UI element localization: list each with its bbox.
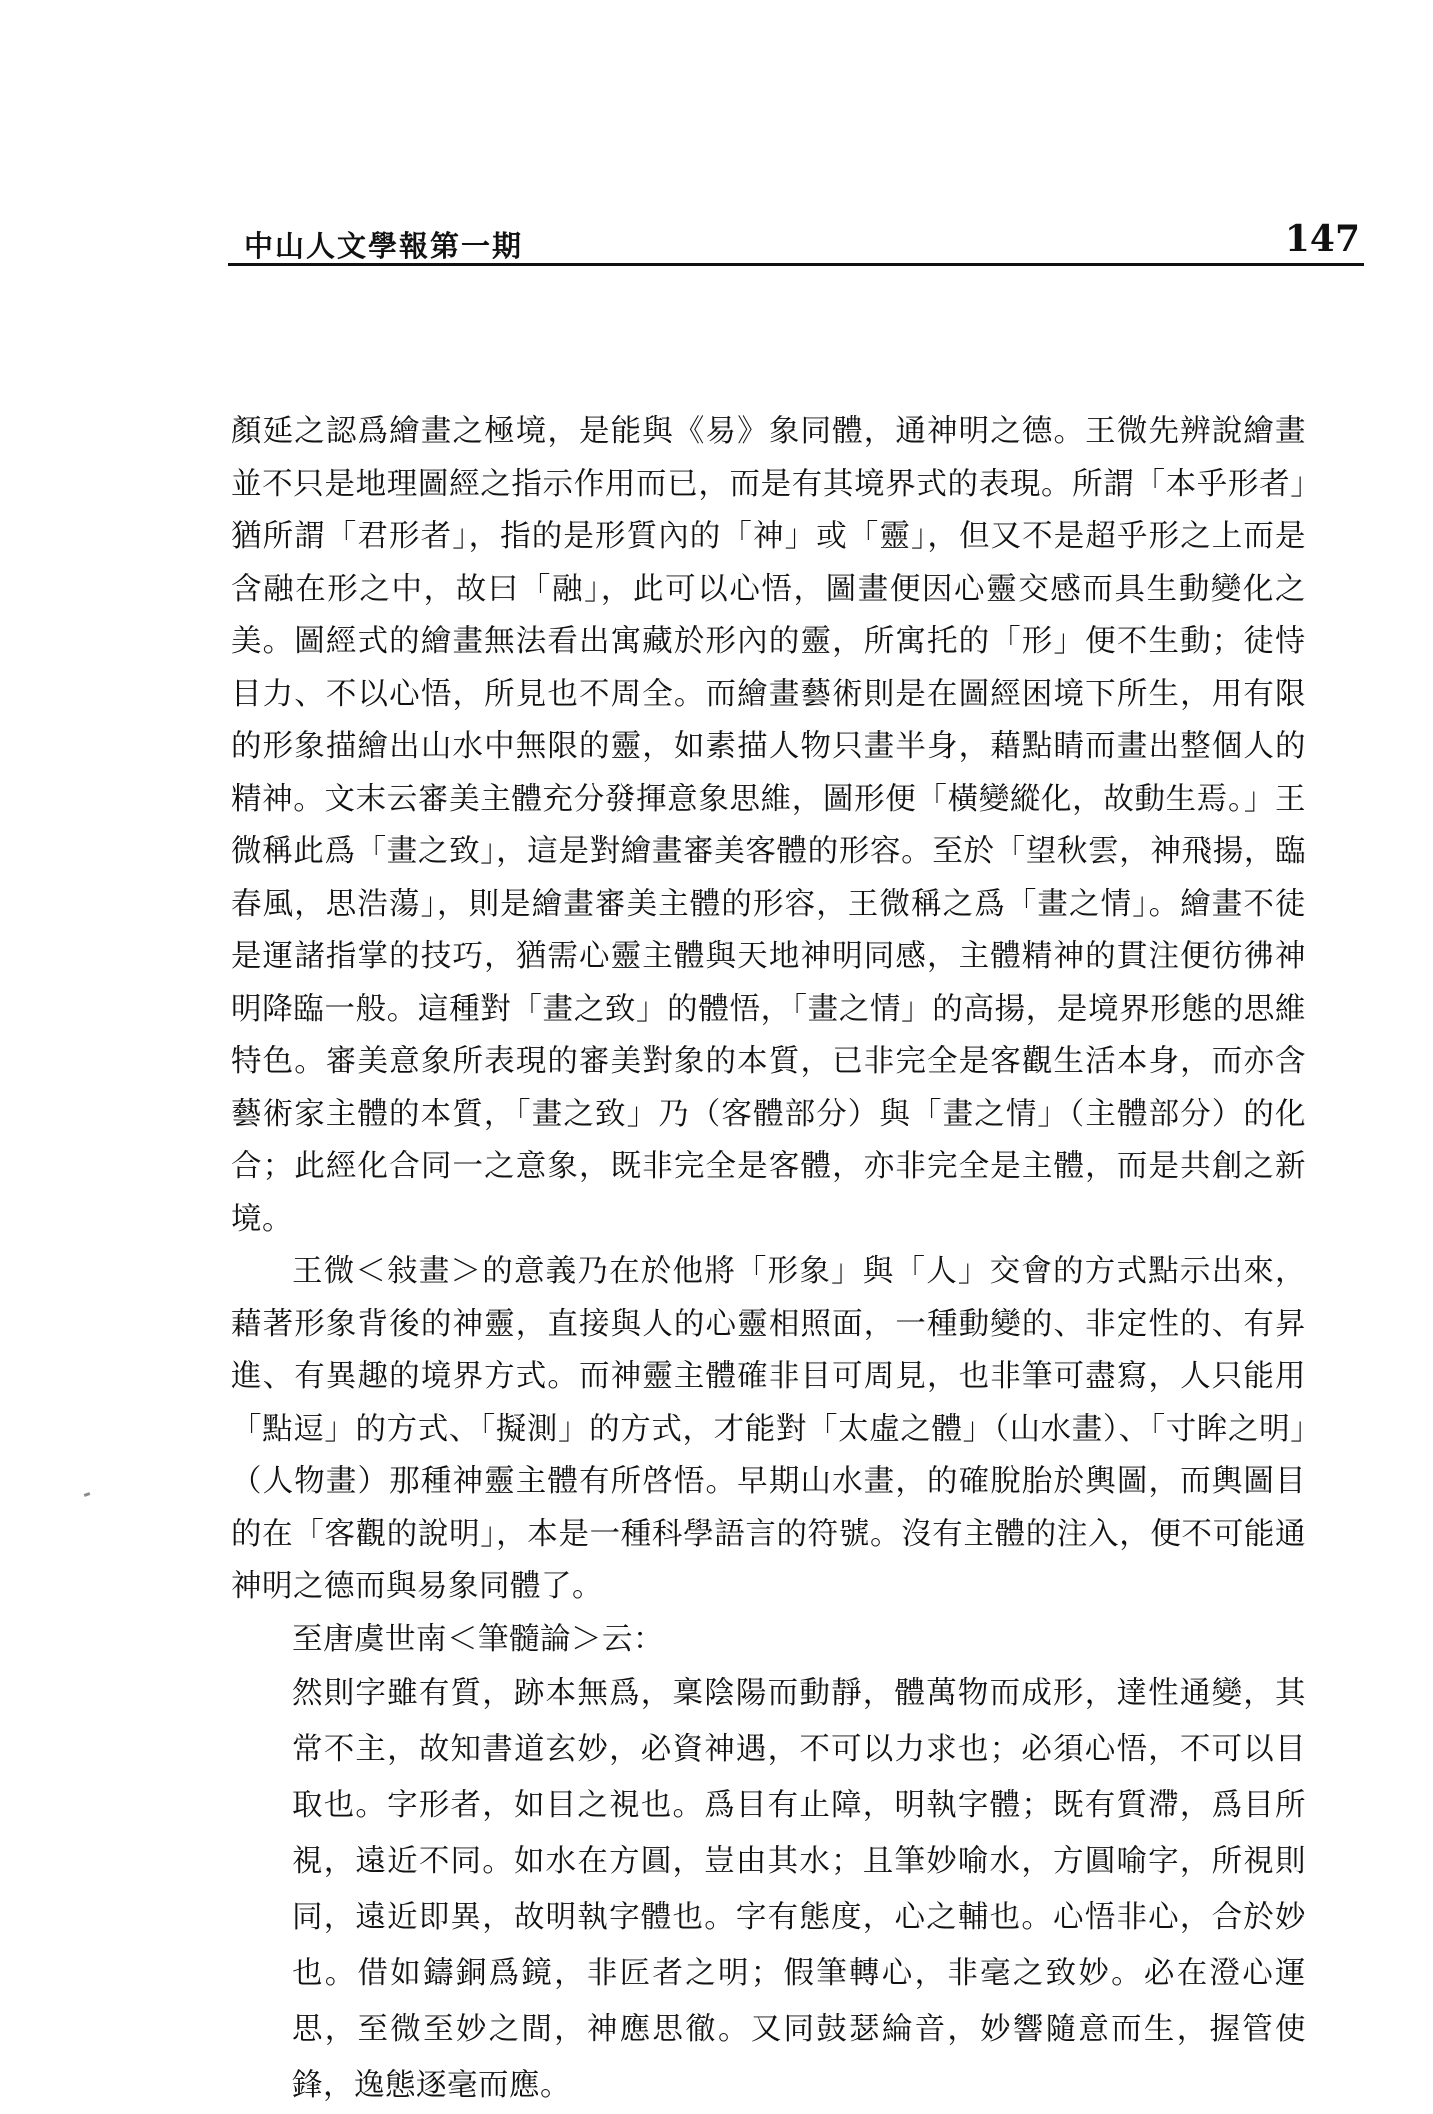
paragraph-3: 至唐虞世南＜筆髓論＞云： bbox=[292, 1621, 664, 1657]
header-rule bbox=[228, 263, 1364, 266]
body-text bbox=[231, 406, 1306, 2114]
paragraph-1: 顏延之認爲繪畫之極境，是能與《易》象同體，通神明之德。王微先辨說繪畫並不只是地理圖經之指示作用而已，而是有其境界式的表現。所謂「本乎形者」猶所謂「君形者」，指的是形質內的「神」或「靈」，但又不是超乎形之上而是含融在形之中，故曰「融」，此可以心悟，圖畫便因心靈交感而具生動變化之美。圖經式的繪畫無法看出寓藏於形內的靈，所寓托的「形」便不生動；徒恃目力、不以心悟，所見也不周全。而繪畫藝術則是在圖經困境下所生，用有限的形象描繪出山水中無限的靈，如素描人物只畫半身，藉點睛而畫出整個人的精神。文末云審美主體充分發揮意象思維，圖形便「橫變縱化，故動生焉。」王微稱此爲「畫之致」，這是對繪畫審美客體的形容。至於「望秋雲，神飛揚，臨春風，思浩蕩」，則是繪畫審美主體的形容，王微稱之爲「畫之情」。繪畫不徒是運諸指掌的技巧，猶需心靈主體與天地神明同感，主體精神的貫注便彷彿神明降臨一般。這種對「畫之致」的體悟，「畫之情」的高揚，是境界形態的思維特色。審美意象所表現的審美對象的本質，已非完全是客觀生活本身，而亦含藝術家主體的本質，「畫之致」乃（客體部分）與「畫之情」（主體部分）的化合；此經化合同一之意象，既非完全是客體，亦非完全是主體，而是共創之新境。 bbox=[231, 414, 1306, 1237]
journal-title: 中山人文學報第一期 bbox=[244, 229, 524, 263]
running-header bbox=[228, 214, 1364, 266]
scan-speck bbox=[84, 1492, 91, 1497]
block-quote: 然則字雖有質，跡本無爲，稟陰陽而動靜，體萬物而成形，達性通變，其常不主，故知書道玄妙，必資神遇，不可以力求也；必須心悟，不可以目取也。字形者，如目之視也。爲目有止障，明執字體；既有質滯，爲目所視，遠近不同。如水在方圓，豈由其水；且筆妙喻水，方圓喻字，所視則同，遠近即異，故明執字體也。字有態度，心之輔也。心悟非心，合於妙也。借如鑄銅爲鏡，非匠者之明；假筆轉心，非毫之致妙。必在澄心運思，至微至妙之間，神應思徹。又同鼓瑟綸音，妙響隨意而生，握管使鋒，逸態逐毫而應。 bbox=[292, 1676, 1306, 2103]
page-number: 147 bbox=[1284, 218, 1360, 260]
paragraph-2: 王微＜敍畫＞的意義乃在於他將「形象」與「人」交會的方式點示出來，藉著形象背後的神靈，直接與人的心靈相照面，一種動變的、非定性的、有昇進、有異趣的境界方式。而神靈主體確非目可周見，也非筆可盡寫，人只能用「點逗」的方式、「擬測」的方式，才能對「太虛之體」（山水畫）、「寸眸之明」（人物畫）那種神靈主體有所啓悟。早期山水畫，的確脫胎於輿圖，而輿圖目的在「客觀的說明」，本是一種科學語言的符號。沒有主體的注入，便不可能通神明之德而與易象同體了。 bbox=[231, 1254, 1306, 1604]
